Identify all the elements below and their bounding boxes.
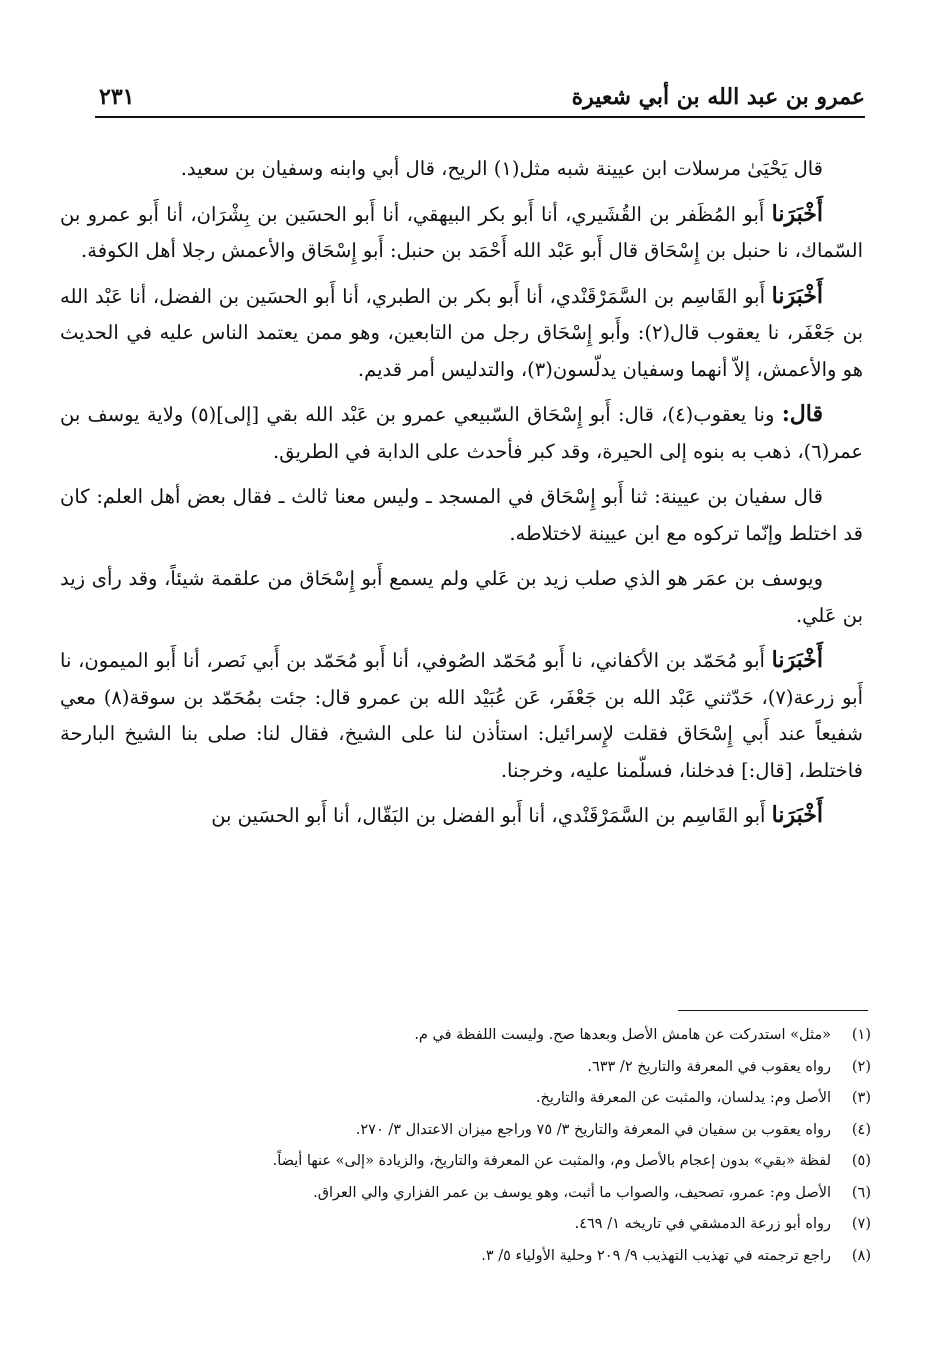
- footnote-5: [100, 1146, 871, 1178]
- paragraph-text: أَبو القَاسِم بن السَّمَرْقَنْدي، أنا أَبو بكر بن الطبري، أنا أَبو الحسَين بن الفضل، أنا عَبْد الله بن جَعْفَر، نا يعقوب قال(٢): وأَبو إِسْحَاق رجل من التابعين، وهو ممن يعتمد الناس عليه في الحديث هو والأعمش، إلاّ أنهما وسفيان يدلّسون(٣)، والتدليس أمر قديم.: [60, 284, 864, 381]
- footnote-number: (٤): [851, 1121, 871, 1138]
- footnote-text: رواه أبو زرعة الدمشقي في تاريخه ١/ ٤٦٩.: [574, 1216, 831, 1232]
- footnote-text: الأصل وم: عمرو، تصحيف، والصواب ما أثبت، وهو يوسف بن عمر الفزاري والي العراق.: [313, 1184, 831, 1201]
- paragraph-text: قال سفيان بن عيينة: ثنا أَبو إِسْحَاق في المسجد ـ وليس معنا ثالث ـ فقال بعض أهل العلم: كان قد اختلط وإنّما تركوه مع ابن عيينة لاختلاطه.: [60, 485, 863, 545]
- footnote-number: (١): [851, 1027, 871, 1043]
- footnote-8: [100, 1241, 871, 1273]
- footnote-2: [100, 1052, 871, 1084]
- paragraph-lead: أَخْبَرَنا: [771, 647, 823, 673]
- footnote-text: الأصل وم: يدلسان، والمثبت عن المعرفة والتاريخ.: [535, 1090, 831, 1106]
- footnote-text: «مثل» استدركت عن هامش الأصل وبعدها صح. وليست اللفظة في م.: [414, 1027, 831, 1043]
- paragraph-8: [60, 797, 863, 835]
- footnote-7: [100, 1209, 871, 1241]
- footnote-text: رواه يعقوب بن سفيان في المعرفة والتاريخ ٣/ ٧٥ وراجع ميزان الاعتدال ٣/ ٢٧٠.: [355, 1121, 831, 1138]
- paragraph-6: [60, 560, 863, 634]
- footnote-6: [100, 1178, 871, 1210]
- paragraph-text: أَبو المُظَفر بن القُشَيري، أنا أَبو بكر البيهقي، أنا أَبو الحسَين بن بِشْرَان، أنا أَبو عمرو بن السّماك، نا حنبل بن إِسْحَاق قال أَبو عَبْد الله أَحْمَد بن حنبل: أَبو إِسْحَاق والأعمش رجلا أهل الكوفة.: [60, 202, 863, 262]
- footnote-number: (٨): [851, 1247, 871, 1264]
- footnotes: [100, 1020, 871, 1272]
- footnote-number: (٣): [851, 1090, 871, 1106]
- footnote-number: (٥): [851, 1153, 871, 1169]
- paragraph-7: [60, 642, 863, 789]
- paragraph-text: ونا يعقوب(٤)، قال: أَبو إِسْحَاق السّبيعي عمرو بن عَبْد الله بقي [إلى](٥) ولاية يوسف بن عمر(٦)، ذهب به بنوه إلى الحيرة، وقد كبر فأحدث على الدابة في الطريق.: [60, 403, 863, 463]
- running-title: عمرو بن عبد الله بن أبي شعيرة: [571, 84, 865, 110]
- paragraph-text: قال يَحْيَىٰ مرسلات ابن عيينة شبه مثل(١) الريح، قال أبي وابنه وسفيان بن سعيد.: [180, 157, 823, 180]
- paragraph-lead: أَخْبَرَنا: [771, 200, 823, 227]
- footnote-text: لفظة «بقي» بدون إعجام بالأصل وم، والمثبت عن المعرفة والتاريخ، والزيادة «إلى» عنها أيضاً.: [272, 1153, 831, 1169]
- paragraph-3: [60, 278, 863, 389]
- page-header: [95, 82, 865, 118]
- footnote-text: رواه يعقوب في المعرفة والتاريخ ٢/ ٦٣٣.: [587, 1058, 831, 1075]
- paragraph-text: ويوسف بن عمَر هو الذي صلب زيد بن عَلي ولم يسمع أَبو إِسْحَاق من علقمة شيئاً، وقد رأى زيد بن عَلي.: [60, 567, 863, 627]
- paragraph-text: أَبو القَاسِم بن السَّمَرْقَنْدي، أنا أَبو الفضل بن البَقّال، أنا أَبو الحسَين بن: [211, 804, 772, 827]
- main-text: [60, 150, 863, 843]
- footnote-number: (٧): [851, 1216, 871, 1232]
- footnote-text: راجع ترجمته في تهذيب التهذيب ٩/ ٢٠٩ وحلية الأولياء ٥/ ٣.: [481, 1247, 831, 1264]
- paragraph-1: [60, 150, 863, 188]
- paragraph-lead: أَخْبَرَنا: [771, 282, 823, 309]
- footnote-4: [100, 1115, 871, 1147]
- paragraph-5: [60, 478, 863, 552]
- footnote-1: [100, 1020, 871, 1052]
- paragraph-4: [60, 396, 863, 470]
- footnote-3: [100, 1083, 871, 1115]
- page-number: ٢٣١: [99, 84, 135, 110]
- paragraph-text: أَبو مُحَمّد بن الأكفاني، نا أَبو مُحَمّد الصُوفي، أنا أَبو مُحَمّد بن أَبي نَصر، أنا أَبو الميمون، نا أَبو زرعة(٧)، حَدّثني عَبْد الله بن جَعْفَر، عَن عُبَيْد الله بن عمرو قال: جئت بمُحَمّد بن سوقة(٨) معي شفيعاً عند أَبي إِسْحَاق فقلت لإِسرائيل: استأذن لنا على الشيخ، فقال لنا: صلى بنا الشيخ البارحة فاختلط، [قال:] فدخلنا، فسلّمنا عليه، وخرجنا.: [60, 649, 863, 782]
- paragraph-2: [60, 196, 863, 270]
- footnote-number: (٢): [851, 1058, 871, 1075]
- paragraph-lead: قال:: [781, 401, 824, 427]
- paragraph-lead: أَخْبَرَنا: [771, 802, 823, 828]
- footnote-divider: [678, 1010, 868, 1011]
- footnote-number: (٦): [851, 1184, 871, 1201]
